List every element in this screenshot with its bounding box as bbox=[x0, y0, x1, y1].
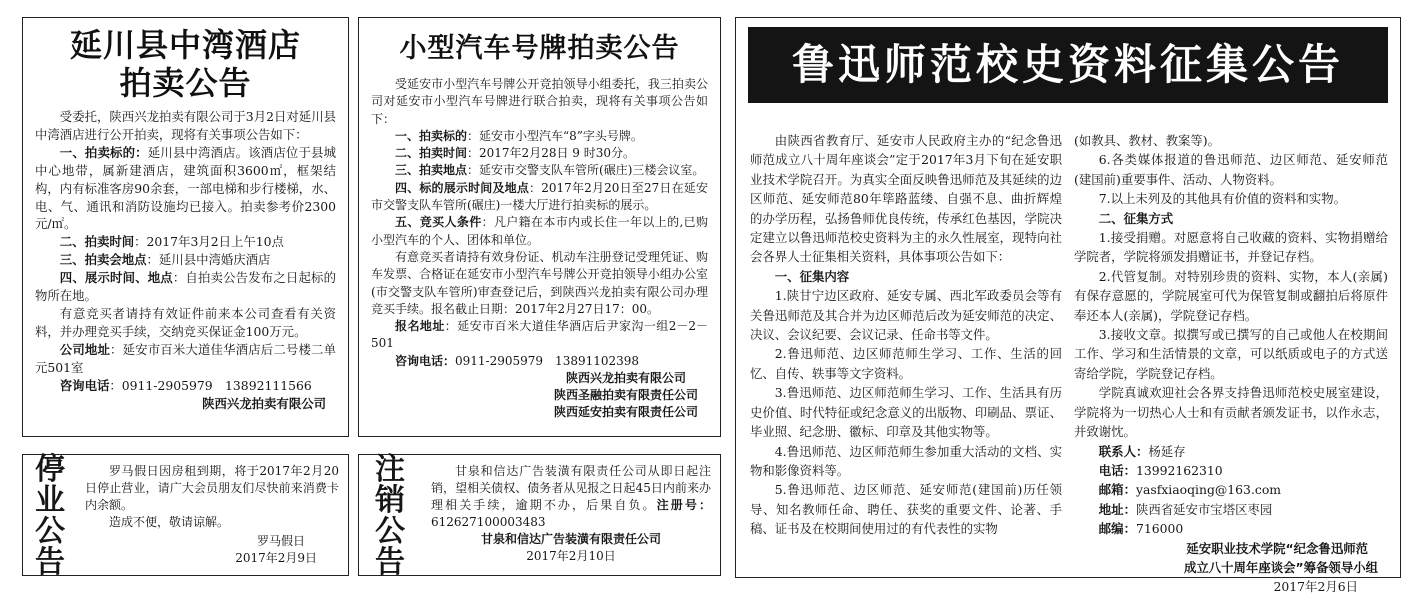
archive-collection-item1: 1.陕甘宁边区政府、延安专属、西北军政委员会等有关鲁迅师范及其合并为边区师范后改为延安师范的决定、决议、会议纪要、会议记录、任命书等文件。 bbox=[750, 288, 1062, 343]
archive-collection-section2-heading: 二、征集方式 bbox=[1098, 210, 1174, 226]
plate-auction-item4: 四、标的展示时间及地点：2017年2月20日至27日在延安市交警支队车管所(碾庄)一楼大厅进行拍卖标的展示。 bbox=[371, 180, 708, 213]
hotel-auction-signature: 陕西兴龙拍卖有限公司 bbox=[202, 395, 326, 411]
deregistration-notice bbox=[358, 452, 721, 580]
plate-auction-body bbox=[359, 76, 720, 421]
archive-collection-item6: 6.各类媒体报道的鲁迅师范、边区师范、延安师范(建国前)重要事件、活动、人物资料。 bbox=[1074, 152, 1388, 187]
deregistration-notice-date: 2017年2月10日 bbox=[526, 549, 616, 563]
archive-collection-item5-continued: (如教具、教材、教案等)。 bbox=[1074, 133, 1220, 148]
archive-collection-way2: 2.代管复制。对特别珍贵的资料、实物，本人(亲属)有保存意愿的，学院展室可代为保管复制或翻拍后将原件奉还本人(亲属)，学院登记存档。 bbox=[1074, 268, 1388, 323]
archive-collection-way1: 1.接受捐赠。对愿意将自己收藏的资料、实物捐赠给学院者，学院将颁发捐赠证书，并登记存档。 bbox=[1074, 230, 1388, 265]
archive-collection-signature-2: 成立八十周年座谈会”筹备领导小组 bbox=[1183, 559, 1378, 575]
hotel-auction-title-line1: 延川县中湾酒店 bbox=[69, 26, 301, 64]
closure-notice bbox=[22, 452, 349, 580]
hotel-auction-intro: 受委托，陕西兴龙拍卖有限公司于3月2日对延川县中湾酒店进行公开拍卖，现将有关事项公告如下： bbox=[35, 109, 336, 142]
deregistration-notice-body bbox=[431, 463, 711, 565]
deregistration-notice-text: 甘泉和信达广告装潢有限责任公司从即日起注销，望相关债权、债务者从见报之日起45日内前来办理相关手续，逾期不办，后果自负。注册号：612627100003483 bbox=[431, 464, 711, 529]
closure-notice-text: 罗马假日因房租到期，将于2017年2月20日停止营业，请广大会员朋友们尽快前来消费卡内余额。 bbox=[85, 464, 339, 512]
deregistration-notice-signature: 甘泉和信达广告装潢有限责任公司 bbox=[480, 532, 661, 546]
hotel-auction-item1: 一、拍卖标的：延川县中湾酒店。该酒店位于县城中心地带，属新建酒店，建筑面积3600㎡，框架结构，内有标准客房90余套，一部电梯和步行楼梯，水、电、气、通讯和消防设施均已接入。拍卖参考价2300元/㎡。 bbox=[35, 144, 336, 232]
closure-notice-body bbox=[85, 463, 339, 567]
archive-collection-item2: 2.鲁迅师范、边区师范师生学习、工作、生活的回忆、自传、轶事等文字资料。 bbox=[750, 346, 1062, 381]
archive-collection-phone: 电话：13992162310 bbox=[1098, 462, 1223, 478]
archive-collection-item5: 5.鲁迅师范、边区师范、延安师范(建国前)历任领导、知名教师任命、聘任、获奖的重要文件、论著、手稿、证书及在校期间使用过的有代表性的实物 bbox=[750, 482, 1062, 537]
hotel-auction-item2: 二、拍卖时间：2017年3月2日上午10点 bbox=[59, 234, 284, 250]
closure-notice-vertical-title: 停 业 公 告 bbox=[35, 452, 65, 580]
hotel-auction-item3: 三、拍卖会地点：延川县中湾婚庆酒店 bbox=[59, 252, 271, 268]
hotel-auction-title-line2: 拍卖公告 bbox=[119, 64, 252, 102]
hotel-auction-item4: 四、展示时间、地点：自拍卖公告发布之日起标的物所在地。 bbox=[35, 270, 336, 304]
closure-notice-apology: 造成不便，敬请谅解。 bbox=[109, 515, 230, 529]
archive-collection-section1-heading: 一、征集内容 bbox=[774, 268, 850, 284]
plate-auction-item2: 二、拍卖时间：2017年2月28日 9 时30分。 bbox=[395, 146, 635, 161]
plate-auction-address: 报名地址：延安市百米大道佳华酒店后尹家沟一组2－2－501 bbox=[371, 319, 708, 351]
archive-collection-date: 2017年2月6日 bbox=[1273, 579, 1358, 595]
hotel-auction-notice bbox=[22, 17, 349, 437]
plate-auction-signature-1: 陕西兴龙拍卖有限公司 bbox=[565, 371, 686, 386]
archive-collection-email: 邮箱：yasfxiaoqing@163.com bbox=[1098, 482, 1282, 498]
hotel-auction-body bbox=[23, 108, 348, 412]
closure-notice-signature: 罗马假日 bbox=[256, 534, 305, 548]
plate-auction-phone: 咨询电话：0911-2905979 13891102398 bbox=[395, 353, 640, 368]
plate-auction-intro: 受延安市小型汽车号牌公开竞拍领导小组委托，我三拍卖公司对延安市小型汽车号牌进行联合拍卖，现将有关事项公告如下： bbox=[371, 77, 708, 126]
plate-auction-item5: 五、竞买人条件：凡户籍在本市内或长住一年以上的,已购小型汽车的个人、团体和单位。 bbox=[371, 215, 708, 247]
archive-collection-column-right bbox=[1074, 131, 1388, 597]
plate-auction-signature-3: 陕西延安拍卖有限责任公司 bbox=[553, 405, 698, 420]
plate-auction-title: 小型汽车号牌拍卖公告 bbox=[399, 33, 680, 64]
plate-auction-item1: 一、拍卖标的：延安市小型汽车“8”字头号牌。 bbox=[395, 128, 643, 143]
archive-collection-notice bbox=[735, 17, 1401, 595]
plate-auction-notice bbox=[358, 17, 721, 437]
archive-collection-intro: 由陕西省教育厅、延安市人民政府主办的“纪念鲁迅师范成立八十周年座谈会”定于2017年3月下旬在延安职业技术学院召开。为真实全面反映鲁迅师范及其延续的边区师范、延安师范80年筚路蓝缕、自强不息、曲折辉煌的办学历程，弘扬鲁师优良传统，传承红色基因，学院决定建立以鲁迅师范校史资料为主的永久性展室，现特向社会各界人士征集相关资料，具体事项公告如下： bbox=[750, 133, 1062, 265]
archive-collection-title: 鲁迅师范校史资料征集公告 bbox=[748, 27, 1388, 103]
deregistration-notice-vertical-title: 注 销 公 告 bbox=[375, 452, 405, 580]
archive-collection-zip: 邮编：716000 bbox=[1098, 521, 1184, 537]
plate-auction-signature-2: 陕西圣融拍卖有限责任公司 bbox=[553, 388, 698, 403]
archive-collection-column-left bbox=[750, 131, 1062, 539]
hotel-auction-address: 公司地址：延安市百米大道佳华酒店后二号楼二单元501室 bbox=[35, 341, 336, 375]
closure-notice-date: 2017年2月9日 bbox=[235, 551, 317, 565]
archive-collection-item4: 4.鲁迅师范、边区师范师生参加重大活动的文档、实物和影像资料等。 bbox=[750, 443, 1062, 478]
archive-collection-contact: 联系人：杨延存 bbox=[1098, 443, 1186, 459]
plate-auction-item3: 三、拍卖地点：延安市交警支队车管所(碾庄)三楼会议室。 bbox=[395, 163, 705, 178]
archive-collection-signature-1: 延安职业技术学院“纪念鲁迅师范 bbox=[1186, 540, 1368, 556]
hotel-auction-note: 有意竞买者请持有效证件前来本公司查看有关资料，并办理竞买手续，交纳竞买保证金100万元。 bbox=[35, 305, 336, 339]
archive-collection-item3: 3.鲁迅师范、边区师范师生学习、工作、生活具有历史价值、时代特征或纪念意义的出版物、印刷品、票证、毕业照、纪念册、徽标、印章及其他实物等。 bbox=[750, 385, 1062, 440]
hotel-auction-phone: 咨询电话：0911-2905979 13892111566 bbox=[59, 377, 312, 393]
archive-collection-way3: 3.接收文章。拟撰写或已撰写的自己或他人在校期间工作、学习和生活情景的文章，可以纸质或电子的方式送寄给学院，学院登记存档。 bbox=[1074, 327, 1388, 381]
archive-collection-closing: 学院真诚欢迎社会各界支持鲁迅师范校史展室建设，学院将为一切热心人士和有贡献者颁发证书，以作永志，并致谢忱。 bbox=[1074, 385, 1388, 440]
plate-auction-note: 有意竞买者请持有效身份证、机动车注册登记受理凭证、购车发票、合格证在延安市小型汽车号牌公开竞拍领导小组办公室(市交警支队车管所)审查登记后，到陕西兴龙拍卖有限公司办理竞买手续。报名截止日期：2017年2月27日17：00。 bbox=[371, 249, 708, 316]
archive-collection-address: 地址：陕西省延安市宝塔区枣园 bbox=[1098, 501, 1273, 517]
archive-collection-item7: 7.以上未列及的其他具有价值的资料和实物。 bbox=[1098, 191, 1347, 207]
